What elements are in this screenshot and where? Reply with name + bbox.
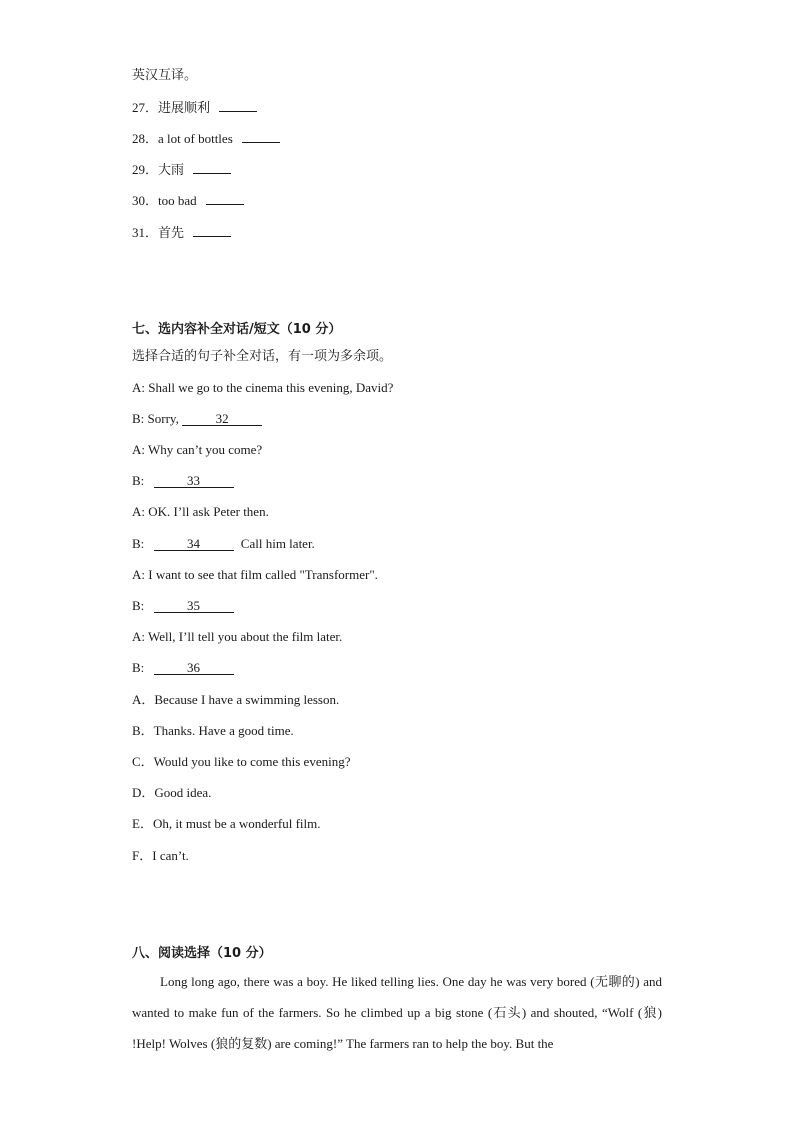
dialogue-line [132,659,234,677]
item-number: 29． [132,162,159,177]
option-item [132,784,211,802]
option-text: Oh, it must be a wonderful film. [152,816,321,831]
dialogue-speaker: B: [132,411,145,426]
option-letter: C． [132,754,154,769]
dialogue-speaker: B: [132,536,145,551]
dialogue-text: Shall we go to the cinema this evening, David? [148,380,394,395]
reading-passage [132,966,662,1059]
translation-item-27 [132,98,257,117]
answer-blank[interactable] [193,160,231,174]
dialogue-line [132,503,269,521]
answer-blank[interactable] [193,223,231,237]
dialogue-speaker: A: [132,442,145,457]
answer-blank-35[interactable]: 35 [154,599,234,613]
answer-blank-36[interactable]: 36 [154,661,234,675]
section-8-title: 八、阅读选择（10 分） [132,946,272,961]
option-letter: A． [132,692,155,707]
option-item [132,847,189,865]
dialogue-line [132,597,234,615]
dialogue-text: Why can’t you come? [148,442,263,457]
option-text: Thanks. Have a good time. [153,723,294,738]
dialogue-speaker: A: [132,380,145,395]
dialogue-line [132,410,262,428]
item-text: a lot of bottles [158,131,233,146]
item-number: 31． [132,225,159,240]
answer-blank[interactable] [206,191,244,205]
dialogue-line [132,472,234,490]
answer-blank[interactable] [219,98,257,112]
option-item [132,815,320,833]
dialogue-speaker: A: [132,504,145,519]
dialogue-line [132,535,315,553]
option-text: Because I have a swimming lesson. [154,692,340,707]
dialogue-text: Sorry, [147,411,179,426]
option-text: I can’t. [152,848,189,863]
option-letter: E． [132,816,153,831]
dialogue-line [132,379,393,397]
option-item [132,753,350,771]
item-number: 27． [132,100,159,115]
option-item [132,691,339,709]
dialogue-speaker: B: [132,660,145,675]
translation-item-29 [132,160,231,179]
answer-blank-34[interactable]: 34 [154,537,234,551]
item-number: 30． [132,193,159,208]
dialogue-text: I want to see that film called "Transformer". [148,567,378,582]
dialogue-speaker: B: [132,473,145,488]
translation-instruction: 英汉互译。 [132,67,198,82]
section-7-title: 七、选内容补全对话/短文（10 分） [132,322,342,337]
translation-item-28 [132,129,280,148]
passage-text: Long long ago, there was a boy. He liked telling lies. One day he was very bored (无聊的) and wanted to make fun of the farmers. So he climbed up a big stone (石头) and shouted, “Wolf (狼) !Help! Wolves (狼的复数) are coming!” The farmers ran to help the boy. But the [132,974,662,1051]
translation-item-30 [132,191,244,210]
dialogue-speaker: A: [132,567,145,582]
option-letter: B． [132,723,154,738]
item-text: 首先 [158,225,185,240]
section-7-instruction: 选择合适的句子补全对话，有一项为多余项。 [132,348,393,363]
option-letter: D． [132,785,155,800]
dialogue-text: Call him later. [240,536,315,551]
answer-blank-33[interactable]: 33 [154,474,234,488]
item-text: 大雨 [158,162,185,177]
item-text: too bad [158,193,197,208]
option-text: Good idea. [154,785,212,800]
dialogue-text: Well, I’ll tell you about the film later. [148,629,343,644]
dialogue-line [132,441,262,459]
translation-item-31 [132,223,231,242]
option-text: Would you like to come this evening? [153,754,351,769]
dialogue-line [132,566,378,584]
dialogue-speaker: B: [132,598,145,613]
option-letter: F． [132,848,153,863]
option-item [132,722,294,740]
item-number: 28． [132,131,159,146]
dialogue-speaker: A: [132,629,145,644]
dialogue-text: OK. I’ll ask Peter then. [148,504,269,519]
answer-blank-32[interactable]: 32 [182,412,262,426]
item-text: 进展顺利 [158,100,211,115]
dialogue-line [132,628,342,646]
answer-blank[interactable] [242,129,280,143]
